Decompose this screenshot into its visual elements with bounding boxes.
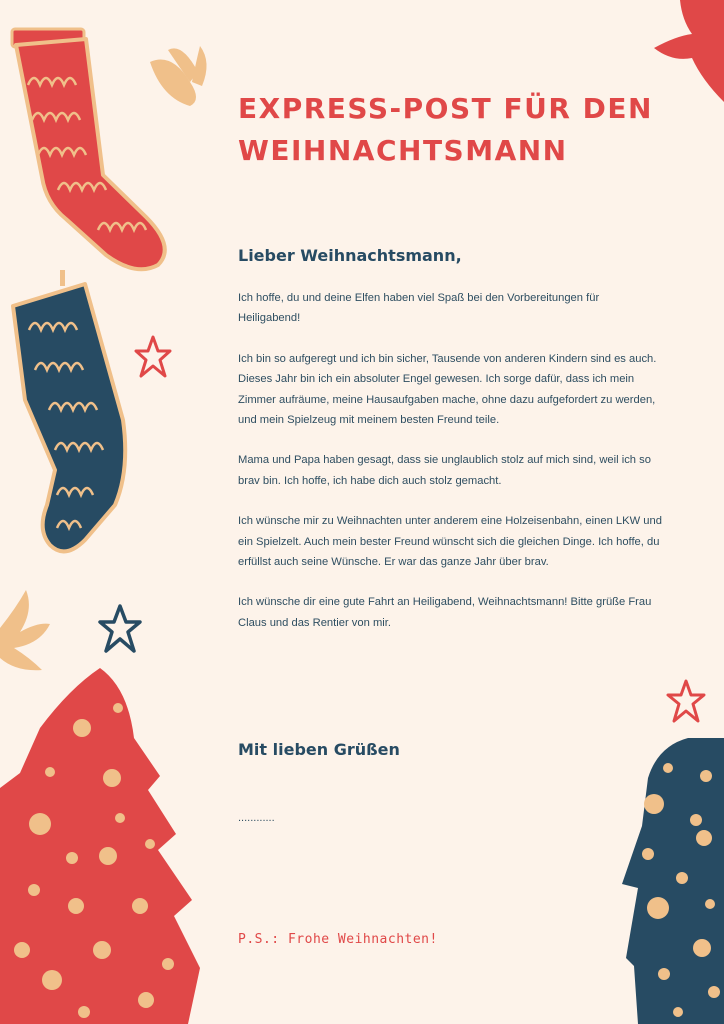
star-icon xyxy=(134,334,172,380)
letter-paragraph: Ich hoffe, du und deine Elfen haben viel Spaß bei den Vorbereitungen für Heiligabend! xyxy=(238,292,600,325)
letter-paragraph: Ich wünsche mir zu Weihnachten unter anderem eine Holzeisenbahn, einen LKW und ein Spielzelt. Auch mein bester Freund wünscht sich die gleichen Dinge. Ich hoffe, du erfüllst auch seine Wünsche. Er war das ganze Jahr über brav. xyxy=(238,515,662,569)
letter-paragraph: Ich wünsche dir eine gute Fahrt an Heiligabend, Weihnachtsmann! Bitte grüße Frau Claus und das Rentier von mir. xyxy=(238,596,652,629)
letter-paragraph: Ich bin so aufgeregt und ich bin sicher, Tausende von anderen Kindern sind es auch. Dieses Jahr bin ich ein absoluter Engel gewesen. Ich sorge dafür, dass ich mein Zimmer aufräume, meine Hausaufgaben mache, ohne dazu aufgefordert zu werden, und mein Spielzeug mit meinem besten Freund teile. xyxy=(238,352,657,427)
corner-leaf-icon xyxy=(652,0,724,102)
blue-stocking-icon xyxy=(5,270,135,560)
signature-line: ............ xyxy=(238,812,275,824)
letter-closing: Mit lieben Grüßen xyxy=(238,740,400,759)
letter-body xyxy=(238,288,664,653)
star-icon xyxy=(98,603,142,655)
red-tree-icon xyxy=(0,668,200,1024)
letter-paragraph: Mama und Papa haben gesagt, dass sie unglaublich stolz auf mich sind, weil ich so brav bin. Ich hoffe, ich habe dich auch stolz gemacht. xyxy=(238,454,651,487)
leaf-sprig-icon xyxy=(142,42,214,110)
letter-postscript: P.S.: Frohe Weihnachten! xyxy=(238,932,438,947)
star-icon xyxy=(666,678,706,724)
blue-tree-icon xyxy=(618,738,724,1024)
letter-greeting: Lieber Weihnachtsmann, xyxy=(238,246,462,265)
letter-title: EXPRESS-POST FÜR DEN WEIHNACHTSMANN xyxy=(238,92,653,167)
leaf-sprig-icon xyxy=(0,588,52,672)
